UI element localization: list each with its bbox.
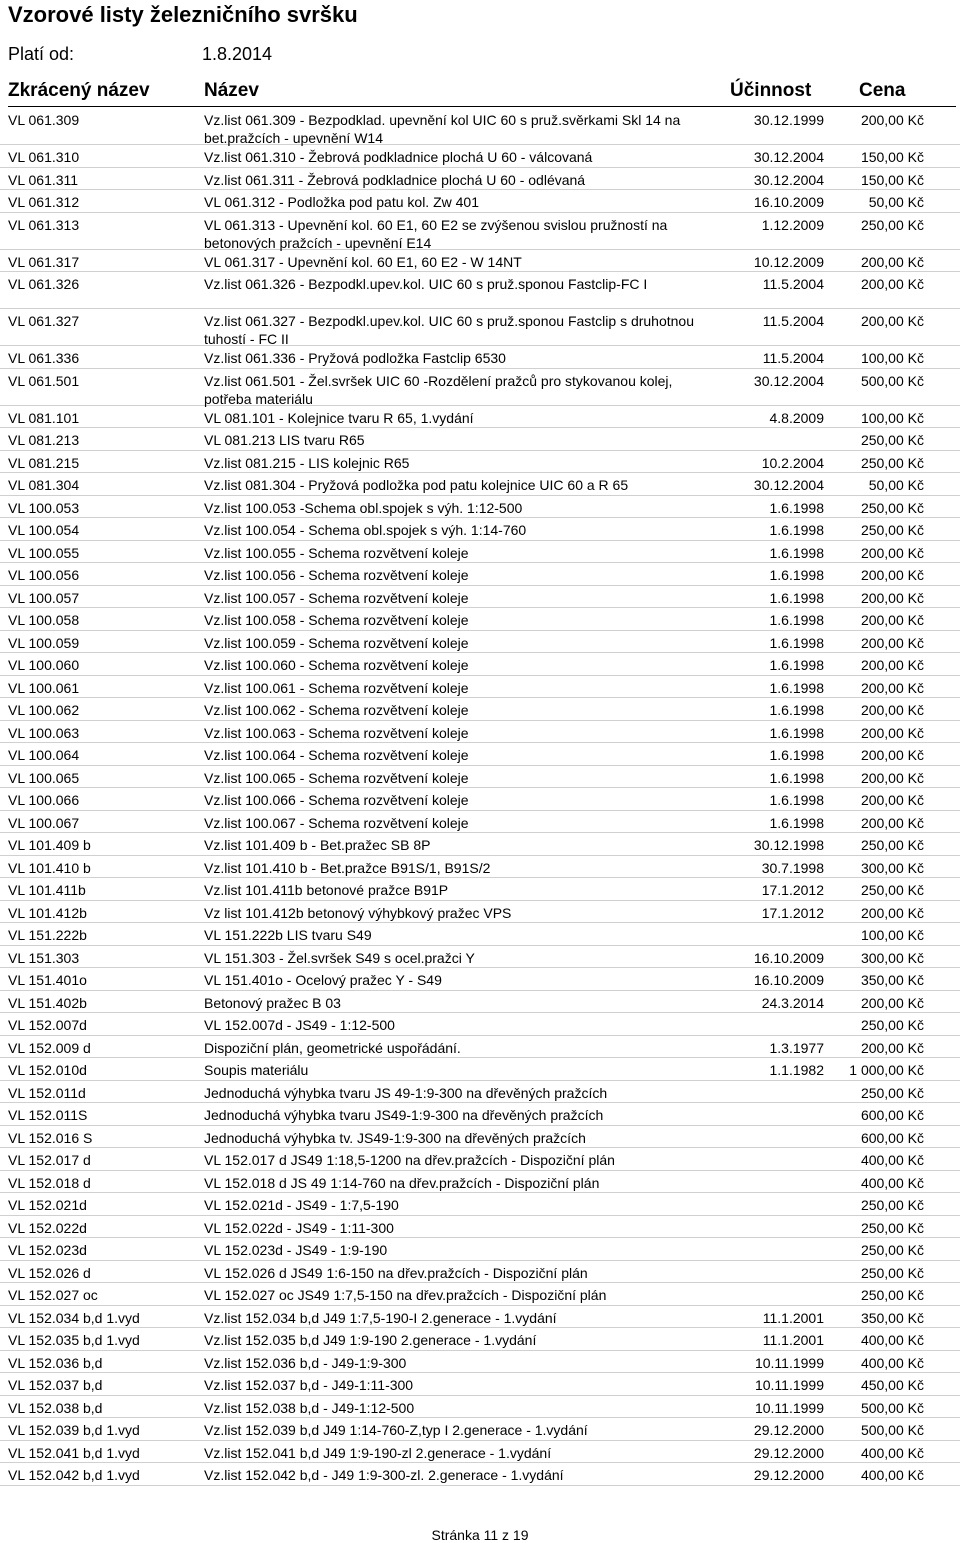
row-name: Vz.list 100.053 -Schema obl.spojek s výh. 1:12-500 xyxy=(204,499,523,516)
column-header-price: Cena xyxy=(859,80,906,101)
row-name: Vz.list 100.054 - Schema obl.spojek s výh. 1:14-760 xyxy=(204,522,527,538)
row-name: Vz.list 100.056 - Schema rozvětvení koleje xyxy=(204,567,469,583)
row-price: 200,00 Kč xyxy=(860,567,924,583)
row-price: 400,00 Kč xyxy=(860,1152,924,1168)
row-effective-date: 29.12.2000 xyxy=(753,1467,824,1483)
row-code: VL 100.057 xyxy=(8,589,80,606)
row-price: 150,00 Kč xyxy=(860,149,924,165)
table-row xyxy=(0,346,960,369)
row-price: 100,00 Kč xyxy=(860,927,924,943)
table-row xyxy=(0,518,960,541)
row-code: VL 152.042 b,d 1.vyd xyxy=(8,1467,140,1483)
table-row xyxy=(0,1351,960,1374)
row-price: 250,00 Kč xyxy=(860,216,924,233)
row-price: 200,00 Kč xyxy=(860,747,924,763)
row-name: Vz.list 100.063 - Schema rozvětvení koleje xyxy=(204,724,469,741)
table-row xyxy=(0,676,960,699)
row-name: VL 152.023d - JS49 - 1:9-190 xyxy=(204,1242,388,1258)
table-row xyxy=(0,563,960,586)
table-row xyxy=(0,1373,960,1396)
row-name: VL 152.007d - JS49 - 1:12-500 xyxy=(204,1017,395,1033)
row-name: Vz.list 101.411b betonové pražce B91P xyxy=(204,882,449,898)
row-code: VL 152.037 b,d xyxy=(8,1377,103,1393)
row-effective-date: 16.10.2009 xyxy=(753,972,824,988)
table-row xyxy=(0,991,960,1014)
row-effective-date: 1.6.1998 xyxy=(769,634,824,651)
row-name: Vz list 101.412b betonový výhybkový pražec VPS xyxy=(204,904,512,921)
row-price: 400,00 Kč xyxy=(860,1467,924,1483)
row-code: VL 100.061 xyxy=(8,679,80,696)
row-price: 350,00 Kč xyxy=(860,1309,924,1326)
table-row xyxy=(0,811,960,834)
row-effective-date: 1.6.1998 xyxy=(769,814,824,831)
row-name: Vz.list 101.410 b - Bet.pražce B91S/1, B91S/2 xyxy=(204,859,491,876)
row-name: Vz.list 061.326 - Bezpodkl.upev.kol. UIC 60 s pruž.sponou Fastclip-FC I xyxy=(204,276,648,292)
row-price: 300,00 Kč xyxy=(860,859,924,876)
row-price: 200,00 Kč xyxy=(860,657,924,673)
row-name: VL 061.313 - Upevnění kol. 60 E1, 60 E2 se zvýšenou svislou pružností na betonových pražcích - upevnění E14 xyxy=(204,216,668,251)
row-name: Vz.list 101.409 b - Bet.pražec SB 8P xyxy=(204,837,431,853)
row-price: 200,00 Kč xyxy=(860,544,924,561)
row-effective-date: 30.12.1998 xyxy=(753,837,824,853)
row-code: VL 152.038 b,d xyxy=(8,1399,103,1416)
row-code: VL 101.412b xyxy=(8,904,87,921)
valid-from-date: 1.8.2014 xyxy=(202,44,273,64)
row-price: 200,00 Kč xyxy=(860,904,924,921)
row-effective-date: 11.1.2001 xyxy=(762,1309,824,1326)
table-row xyxy=(0,833,960,856)
row-effective-date: 10.11.1999 xyxy=(754,1354,824,1371)
table-row xyxy=(0,145,960,168)
row-name: Vz.list 061.336 - Pryžová podložka Fastclip 6530 xyxy=(204,350,506,366)
row-code: VL 100.064 xyxy=(8,747,80,763)
row-effective-date: 1.6.1998 xyxy=(769,769,824,786)
row-code: VL 152.010d xyxy=(8,1062,87,1078)
row-name: Vz.list 100.059 - Schema rozvětvení koleje xyxy=(204,634,469,651)
table-row xyxy=(0,272,960,309)
row-code: VL 152.041 b,d 1.vyd xyxy=(8,1444,140,1461)
row-name: Vz.list 061.501 - Žel.svršek UIC 60 -Rozdělení pražců pro stykovanou kolej, potřeba materiálu xyxy=(204,372,673,407)
row-name: Vz.list 152.041 b,d J49 1:9-190-zl 2.generace - 1.vydání xyxy=(204,1444,552,1461)
table-row xyxy=(0,1058,960,1081)
row-code: VL 100.053 xyxy=(8,499,80,516)
table-row xyxy=(0,406,960,429)
row-price: 250,00 Kč xyxy=(860,882,924,898)
row-name: Vz.list 100.061 - Schema rozvětvení koleje xyxy=(204,679,469,696)
row-effective-date: 10.12.2009 xyxy=(753,253,824,270)
table-row xyxy=(0,1081,960,1104)
row-name: VL 151.222b LIS tvaru S49 xyxy=(204,927,372,943)
row-price: 300,00 Kč xyxy=(860,949,924,966)
row-effective-date: 1.6.1998 xyxy=(769,612,824,628)
row-price: 400,00 Kč xyxy=(860,1174,924,1191)
table-row xyxy=(0,743,960,766)
valid-from-label: Platí od: xyxy=(8,44,75,64)
row-name: Vz.list 100.064 - Schema rozvětvení koleje xyxy=(204,747,469,763)
column-header-code: Zkrácený název xyxy=(8,80,150,101)
price-table xyxy=(0,108,960,1486)
row-price: 600,00 Kč xyxy=(860,1107,924,1123)
row-effective-date: 29.12.2000 xyxy=(753,1444,824,1461)
row-name: Vz.list 100.057 - Schema rozvětvení koleje xyxy=(204,589,469,606)
row-effective-date: 16.10.2009 xyxy=(753,949,824,966)
row-code: VL 151.401o xyxy=(8,972,87,988)
row-price: 250,00 Kč xyxy=(860,1264,924,1281)
row-code: VL 061.317 xyxy=(8,253,80,270)
row-effective-date: 10.11.1999 xyxy=(754,1399,824,1416)
row-price: 500,00 Kč xyxy=(860,372,924,389)
row-code: VL 100.066 xyxy=(8,792,80,808)
row-code: VL 152.021d xyxy=(8,1197,87,1213)
row-name: VL 061.312 - Podložka pod patu kol. Zw 401 xyxy=(204,194,479,210)
table-row xyxy=(0,1171,960,1194)
row-price: 250,00 Kč xyxy=(860,1084,924,1101)
table-row xyxy=(0,1216,960,1239)
row-code: VL 061.310 xyxy=(8,149,80,165)
row-name: Vz.list 061.310 - Žebrová podkladnice plochá U 60 - válcovaná xyxy=(204,149,593,165)
row-price: 1 000,00 Kč xyxy=(849,1062,924,1078)
row-price: 200,00 Kč xyxy=(860,112,924,128)
row-name: Vz.list 100.058 - Schema rozvětvení koleje xyxy=(204,612,469,628)
column-header-effective: Účinnost xyxy=(730,80,812,101)
row-effective-date: 11.5.2004 xyxy=(762,313,824,329)
row-name: Dispoziční plán, geometrické uspořádání. xyxy=(204,1039,461,1056)
row-code: VL 151.303 xyxy=(8,949,80,966)
row-code: VL 152.011S xyxy=(8,1107,88,1123)
row-name: Jednoduchá výhybka tvaru JS 49-1:9-300 na dřevěných pražcích xyxy=(204,1084,608,1101)
row-code: VL 100.062 xyxy=(8,702,80,718)
row-code: VL 061.326 xyxy=(8,276,80,292)
row-name: Jednoduchá výhybka tvaru JS49-1:9-300 na dřevěných pražcích xyxy=(204,1107,604,1123)
table-row xyxy=(0,1463,960,1486)
row-price: 200,00 Kč xyxy=(860,634,924,651)
row-name: Vz.list 100.066 - Schema rozvětvení koleje xyxy=(204,792,469,808)
row-name: Vz.list 152.036 b,d - J49-1:9-300 xyxy=(204,1354,407,1371)
table-row xyxy=(0,788,960,811)
row-price: 200,00 Kč xyxy=(860,589,924,606)
row-effective-date: 1.6.1998 xyxy=(769,792,824,808)
row-name: Vz.list 152.042 b,d - J49 1:9-300-zl. 2.generace - 1.vydání xyxy=(204,1467,564,1483)
row-code: VL 061.336 xyxy=(8,350,80,366)
row-effective-date: 1.6.1998 xyxy=(769,522,824,538)
table-row xyxy=(0,946,960,969)
row-code: VL 152.007d xyxy=(8,1017,87,1033)
row-code: VL 100.065 xyxy=(8,769,80,786)
row-name: VL 081.101 - Kolejnice tvaru R 65, 1.vydání xyxy=(204,409,474,426)
table-row xyxy=(0,213,960,250)
row-effective-date: 11.5.2004 xyxy=(762,350,824,366)
row-code: VL 081.215 xyxy=(8,454,80,471)
row-price: 400,00 Kč xyxy=(860,1354,924,1371)
row-price: 200,00 Kč xyxy=(860,1039,924,1056)
table-row xyxy=(0,586,960,609)
row-code: VL 152.027 oc xyxy=(8,1287,98,1303)
table-row xyxy=(0,856,960,879)
row-price: 200,00 Kč xyxy=(860,313,924,329)
row-effective-date: 1.1.1982 xyxy=(769,1062,824,1078)
table-row xyxy=(0,541,960,564)
row-effective-date: 10.2.2004 xyxy=(761,454,824,471)
row-price: 200,00 Kč xyxy=(860,702,924,718)
row-name: Vz.list 061.327 - Bezpodkl.upev.kol. UIC 60 s pruž.sponou Fastclip s druhotnou tuhostí - FC II xyxy=(204,313,695,347)
row-code: VL 152.023d xyxy=(8,1242,87,1258)
column-header-name: Název xyxy=(204,80,259,101)
row-code: VL 152.035 b,d 1.vyd xyxy=(8,1332,140,1348)
row-code: VL 152.011d xyxy=(8,1084,86,1101)
row-price: 50,00 Kč xyxy=(868,194,924,210)
row-effective-date: 24.3.2014 xyxy=(761,994,824,1011)
row-code: VL 152.016 S xyxy=(8,1129,93,1146)
row-price: 250,00 Kč xyxy=(860,1017,924,1033)
row-effective-date: 17.1.2012 xyxy=(761,882,824,898)
row-name: VL 152.022d - JS49 - 1:11-300 xyxy=(204,1219,394,1236)
row-name: Vz.list 152.037 b,d - J49-1:11-300 xyxy=(204,1377,414,1393)
row-code: VL 061.313 xyxy=(8,216,80,233)
row-code: VL 152.036 b,d xyxy=(8,1354,103,1371)
row-name: Vz.list 100.060 - Schema rozvětvení koleje xyxy=(204,657,469,673)
table-row xyxy=(0,1193,960,1216)
table-row xyxy=(0,631,960,654)
row-price: 200,00 Kč xyxy=(860,814,924,831)
row-price: 200,00 Kč xyxy=(860,724,924,741)
table-row xyxy=(0,1328,960,1351)
row-effective-date: 4.8.2009 xyxy=(769,409,824,426)
row-price: 250,00 Kč xyxy=(860,499,924,516)
row-code: VL 081.304 xyxy=(8,477,80,493)
table-row xyxy=(0,901,960,924)
row-name: VL 152.017 d JS49 1:18,5-1200 na dřev.pražcích - Dispoziční plán xyxy=(204,1152,615,1168)
row-effective-date: 30.12.1999 xyxy=(753,112,824,128)
row-price: 200,00 Kč xyxy=(860,276,924,292)
table-row xyxy=(0,1036,960,1059)
row-effective-date: 1.6.1998 xyxy=(769,724,824,741)
row-price: 400,00 Kč xyxy=(860,1332,924,1348)
row-price: 250,00 Kč xyxy=(860,454,924,471)
row-code: VL 152.017 d xyxy=(8,1152,91,1168)
row-effective-date: 1.6.1998 xyxy=(769,544,824,561)
row-code: VL 100.063 xyxy=(8,724,80,741)
row-effective-date: 10.11.1999 xyxy=(754,1377,824,1393)
row-effective-date: 30.7.1998 xyxy=(761,859,824,876)
row-price: 200,00 Kč xyxy=(860,792,924,808)
row-price: 250,00 Kč xyxy=(860,1242,924,1258)
row-effective-date: 30.12.2004 xyxy=(753,149,824,165)
row-price: 500,00 Kč xyxy=(860,1399,924,1416)
row-code: VL 100.059 xyxy=(8,634,80,651)
row-price: 200,00 Kč xyxy=(860,612,924,628)
row-price: 100,00 Kč xyxy=(860,350,924,366)
row-price: 250,00 Kč xyxy=(860,522,924,538)
row-code: VL 101.409 b xyxy=(8,837,91,853)
row-effective-date: 1.6.1998 xyxy=(769,747,824,763)
row-name: Vz.list 152.039 b,d J49 1:14-760-Z,typ I 2.generace - 1.vydání xyxy=(204,1422,588,1438)
row-price: 200,00 Kč xyxy=(860,769,924,786)
row-price: 200,00 Kč xyxy=(860,994,924,1011)
table-row xyxy=(0,698,960,721)
table-row xyxy=(0,1306,960,1329)
row-effective-date: 1.6.1998 xyxy=(769,702,824,718)
row-effective-date: 1.6.1998 xyxy=(769,679,824,696)
row-code: VL 152.018 d xyxy=(8,1174,91,1191)
table-row xyxy=(0,923,960,946)
row-effective-date: 30.12.2004 xyxy=(753,477,824,493)
table-row xyxy=(0,1238,960,1261)
row-name: Vz.list 100.065 - Schema rozvětvení koleje xyxy=(204,769,469,786)
row-name: VL 151.303 - Žel.svršek S49 s ocel.pražci Y xyxy=(204,949,475,966)
row-code: VL 061.327 xyxy=(8,313,80,329)
row-name: Vz.list 152.038 b,d - J49-1:12-500 xyxy=(204,1399,415,1416)
row-name: Vz.list 152.035 b,d J49 1:9-190 2.generace - 1.vydání xyxy=(204,1332,537,1348)
row-price: 400,00 Kč xyxy=(860,1444,924,1461)
row-price: 350,00 Kč xyxy=(860,972,924,988)
table-row xyxy=(0,369,960,406)
row-code: VL 100.060 xyxy=(8,657,80,673)
row-effective-date: 30.12.2004 xyxy=(753,171,824,188)
page-footer: Stránka 11 z 19 xyxy=(431,1527,529,1543)
valid-from xyxy=(8,44,272,65)
row-code: VL 151.222b xyxy=(8,927,87,943)
table-row xyxy=(0,473,960,496)
row-code: VL 061.501 xyxy=(8,372,80,389)
row-price: 150,00 Kč xyxy=(860,171,924,188)
row-effective-date: 30.12.2004 xyxy=(753,372,824,389)
table-row xyxy=(0,1441,960,1464)
row-name: Vz.list 061.311 - Žebrová podkladnice plochá U 60 - odlévaná xyxy=(204,171,586,188)
row-code: VL 101.410 b xyxy=(8,859,91,876)
table-row xyxy=(0,1283,960,1306)
row-name: Vz.list 152.034 b,d J49 1:7,5-190-I 2.generace - 1.vydání xyxy=(204,1309,557,1326)
row-price: 500,00 Kč xyxy=(860,1422,924,1438)
table-row xyxy=(0,1396,960,1419)
row-price: 100,00 Kč xyxy=(860,409,924,426)
row-code: VL 100.054 xyxy=(8,522,80,538)
row-code: VL 152.026 d xyxy=(8,1264,91,1281)
table-row xyxy=(0,309,960,346)
table-row xyxy=(0,428,960,451)
row-price: 250,00 Kč xyxy=(860,1287,924,1303)
row-code: VL 101.411b xyxy=(8,882,86,898)
row-name: Vz.list 100.067 - Schema rozvětvení koleje xyxy=(204,814,469,831)
table-row xyxy=(0,968,960,991)
table-row xyxy=(0,1126,960,1149)
row-effective-date: 11.1.2001 xyxy=(762,1332,824,1348)
row-price: 250,00 Kč xyxy=(860,1197,924,1213)
row-code: VL 152.022d xyxy=(8,1219,87,1236)
row-code: VL 061.309 xyxy=(8,112,80,128)
row-code: VL 100.067 xyxy=(8,814,80,831)
header-divider xyxy=(8,106,956,107)
row-effective-date: 29.12.2000 xyxy=(753,1422,824,1438)
row-name: VL 152.021d - JS49 - 1:7,5-190 xyxy=(204,1197,399,1213)
row-name: Vz.list 100.062 - Schema rozvětvení koleje xyxy=(204,702,469,718)
row-price: 200,00 Kč xyxy=(860,679,924,696)
table-row xyxy=(0,190,960,213)
row-name: VL 152.027 oc JS49 1:7,5-150 na dřev.pražcích - Dispoziční plán xyxy=(204,1287,607,1303)
row-effective-date: 1.6.1998 xyxy=(769,499,824,516)
row-code: VL 152.034 b,d 1.vyd xyxy=(8,1309,140,1326)
row-price: 250,00 Kč xyxy=(860,432,924,448)
row-name: Vz.list 100.055 - Schema rozvětvení koleje xyxy=(204,544,469,561)
row-price: 600,00 Kč xyxy=(860,1129,924,1146)
row-code: VL 100.056 xyxy=(8,567,80,583)
row-name: Soupis materiálu xyxy=(204,1062,309,1078)
table-row xyxy=(0,766,960,789)
row-name: VL 151.401o - Ocelový pražec Y - S49 xyxy=(204,972,442,988)
table-row xyxy=(0,1103,960,1126)
row-name: VL 081.213 LIS tvaru R65 xyxy=(204,432,365,448)
row-price: 250,00 Kč xyxy=(860,837,924,853)
row-effective-date: 16.10.2009 xyxy=(753,194,824,210)
table-row xyxy=(0,1261,960,1284)
row-code: VL 152.039 b,d 1.vyd xyxy=(8,1422,140,1438)
row-code: VL 151.402b xyxy=(8,994,87,1011)
table-row xyxy=(0,168,960,191)
row-name: Betonový pražec B 03 xyxy=(204,994,341,1011)
row-price: 50,00 Kč xyxy=(868,477,924,493)
row-effective-date: 1.6.1998 xyxy=(769,657,824,673)
row-price: 250,00 Kč xyxy=(860,1219,924,1236)
table-row xyxy=(0,1013,960,1036)
table-row xyxy=(0,1148,960,1171)
row-effective-date: 1.3.1977 xyxy=(769,1039,824,1056)
table-row xyxy=(0,878,960,901)
row-code: VL 081.101 xyxy=(8,409,80,426)
row-name: Jednoduchá výhybka tv. JS49-1:9-300 na dřevěných pražcích xyxy=(204,1129,586,1146)
row-name: Vz.list 081.304 - Pryžová podložka pod patu kolejnice UIC 60 a R 65 xyxy=(204,477,629,493)
row-code: VL 152.009 d xyxy=(8,1039,91,1056)
row-price: 450,00 Kč xyxy=(860,1377,924,1393)
row-name: VL 152.026 d JS49 1:6-150 na dřev.pražcích - Dispoziční plán xyxy=(204,1264,588,1281)
row-effective-date: 1.6.1998 xyxy=(769,589,824,606)
table-row xyxy=(0,108,960,145)
row-effective-date: 11.5.2004 xyxy=(762,276,824,292)
row-name: VL 061.317 - Upevnění kol. 60 E1, 60 E2 - W 14NT xyxy=(204,253,522,270)
table-row xyxy=(0,496,960,519)
row-code: VL 100.055 xyxy=(8,544,80,561)
table-row xyxy=(0,451,960,474)
row-name: VL 152.018 d JS 49 1:14-760 na dřev.pražcích - Dispoziční plán xyxy=(204,1174,600,1191)
table-row xyxy=(0,608,960,631)
row-code: VL 081.213 xyxy=(8,432,80,448)
row-name: Vz.list 081.215 - LIS kolejnic R65 xyxy=(204,454,410,471)
row-code: VL 100.058 xyxy=(8,612,80,628)
row-price: 200,00 Kč xyxy=(860,253,924,270)
row-effective-date: 1.6.1998 xyxy=(769,567,824,583)
table-row xyxy=(0,250,960,273)
table-row xyxy=(0,653,960,676)
row-name: Vz.list 061.309 - Bezpodklad. upevnění kol UIC 60 s pruž.svěrkami Skl 14 na bet.pražcích - upevnění W14 xyxy=(204,112,681,146)
page-title: Vzorové listy železničního svršku xyxy=(8,2,358,27)
row-code: VL 061.311 xyxy=(8,171,79,188)
table-row xyxy=(0,1418,960,1441)
row-effective-date: 1.12.2009 xyxy=(761,216,824,233)
row-effective-date: 17.1.2012 xyxy=(761,904,824,921)
table-row xyxy=(0,721,960,744)
row-code: VL 061.312 xyxy=(8,194,80,210)
